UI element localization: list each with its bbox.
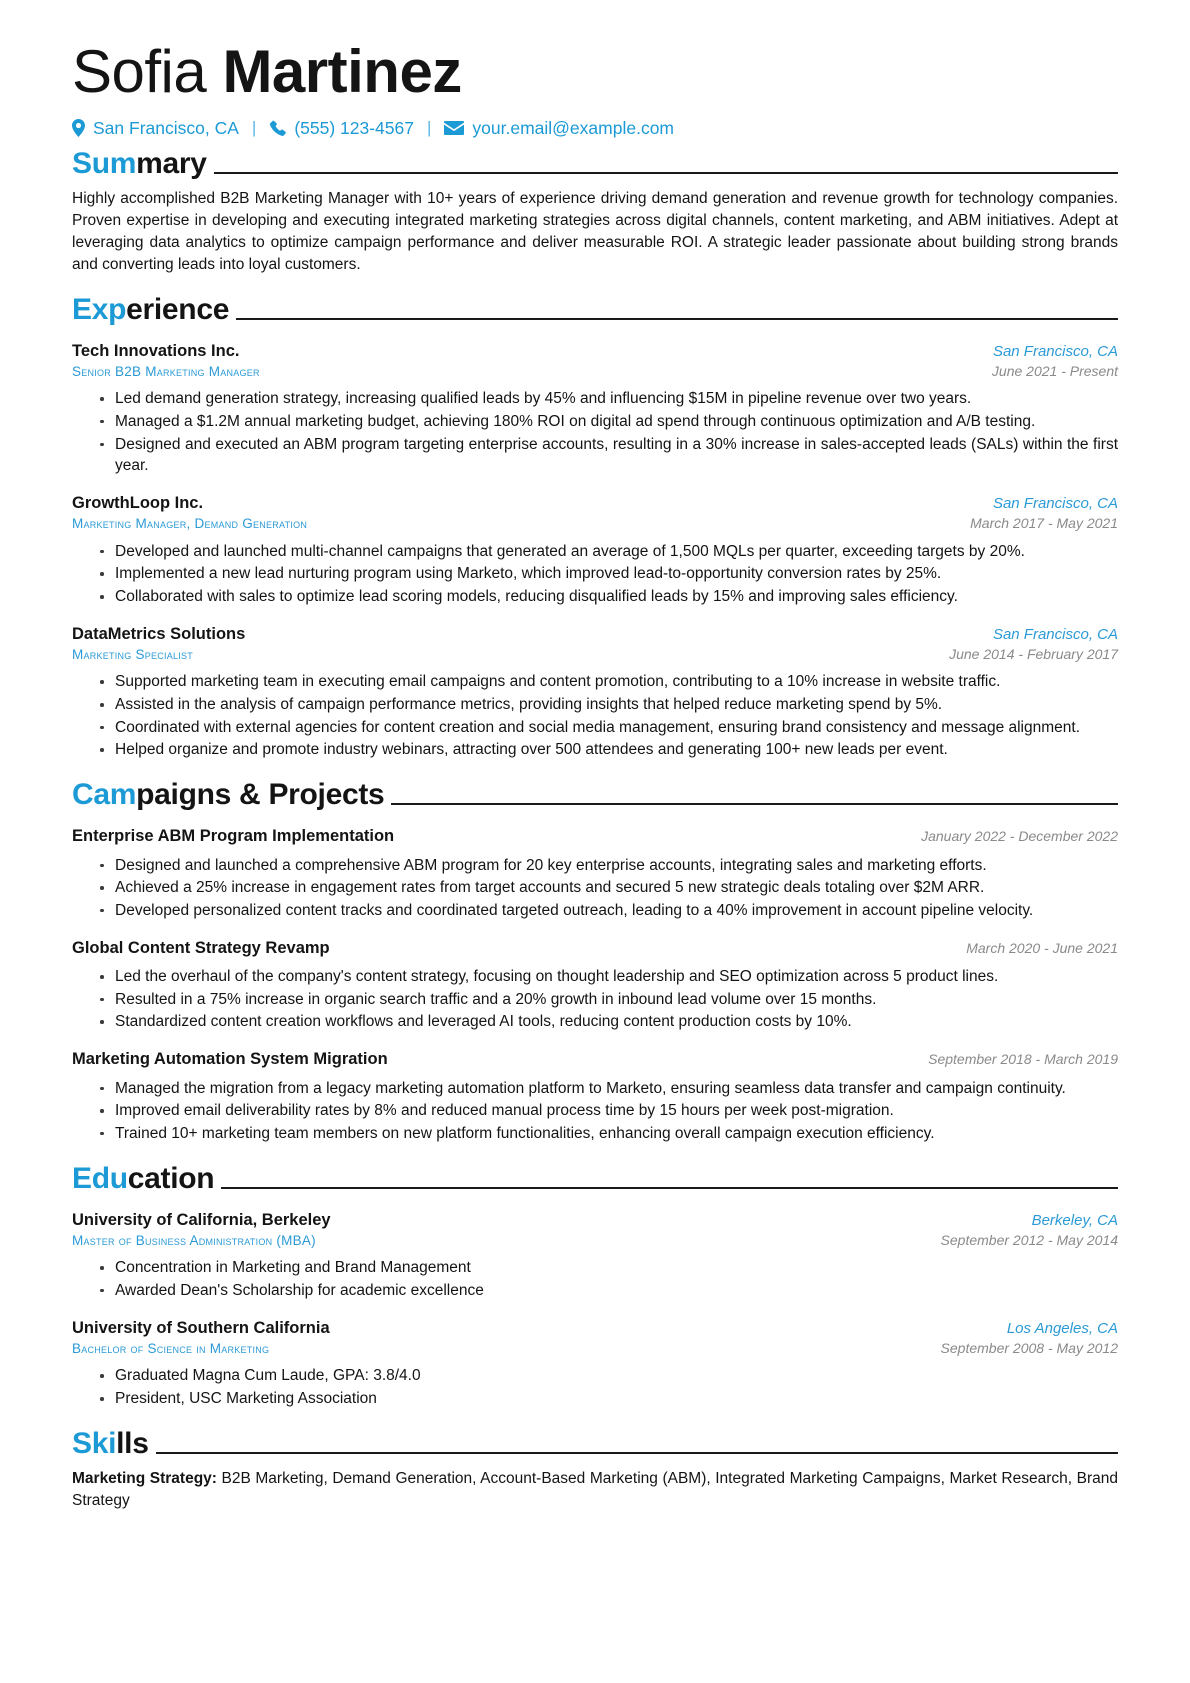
entry-subheader-row bbox=[72, 515, 1118, 533]
skill-category: Marketing Strategy: bbox=[72, 1469, 217, 1487]
bullet-item: Led demand generation strategy, increasing qualified leads by 45% and influencing $15M in pipeline revenue over two years. bbox=[98, 388, 1118, 410]
section-heading-education bbox=[72, 1161, 1118, 1195]
experience-entry bbox=[72, 341, 1118, 477]
school-name: University of California, Berkeley bbox=[72, 1210, 331, 1229]
entry-header-row bbox=[72, 341, 1118, 362]
degree-name: Master of Business Administration (MBA) bbox=[72, 1233, 316, 1249]
first-name: Sofia bbox=[72, 38, 207, 105]
school-location: Los Angeles, CA bbox=[1006, 1319, 1118, 1337]
project-bullets bbox=[72, 1078, 1118, 1145]
section-experience bbox=[72, 292, 1118, 762]
entry-organization: GrowthLoop Inc. bbox=[72, 494, 204, 512]
project-header-row bbox=[72, 826, 1118, 847]
bullet-item: Improved email deliverability rates by 8% and reduced manual process time by 15 hours per week post-migration. bbox=[98, 1100, 1118, 1122]
section-title-highlight: Cam bbox=[72, 778, 137, 812]
last-name: Martinez bbox=[222, 38, 462, 105]
entry-header-row bbox=[72, 1210, 1118, 1231]
section-rule bbox=[214, 172, 1118, 174]
education-bullets bbox=[72, 1257, 1118, 1301]
section-summary bbox=[72, 146, 1118, 276]
contact-separator-2: | bbox=[426, 117, 432, 137]
bullet-item: Achieved a 25% increase in engagement rates from target accounts and secured 5 new strategic deals totaling over $2M ARR. bbox=[98, 877, 1118, 899]
bullet-item: Trained 10+ marketing team members on new platform functionalities, enhancing overall campaign execution efficiency. bbox=[98, 1123, 1118, 1145]
section-rule bbox=[221, 1187, 1118, 1189]
degree-name: Bachelor of Science in Marketing bbox=[72, 1341, 270, 1357]
section-title-rest: paigns & Projects bbox=[136, 778, 385, 812]
entry-organization: DataMetrics Solutions bbox=[72, 624, 246, 643]
bullet-item: Supported marketing team in executing email campaigns and content promotion, contributing to a 10% increase in website traffic. bbox=[98, 671, 1118, 693]
section-heading-campaigns bbox=[72, 780, 1118, 810]
entry-bullets bbox=[72, 541, 1118, 608]
bullet-item: Collaborated with sales to optimize lead scoring models, reducing disqualified leads by 15% and improving sales efficiency. bbox=[98, 586, 1118, 608]
section-campaigns-projects bbox=[72, 780, 1118, 1145]
section-heading-experience bbox=[72, 292, 1118, 326]
bullet-item: Resulted in a 75% increase in organic search traffic and a 20% growth in inbound lead volume over 15 months. bbox=[98, 989, 1118, 1011]
entry-dates: March 2017 - May 2021 bbox=[970, 515, 1118, 532]
entry-role: Marketing Manager, Demand Generation bbox=[72, 516, 308, 532]
bullet-item: Implemented a new lead nurturing program using Marketo, which improved lead-to-opportunity conversion rates by 25%. bbox=[98, 563, 1118, 585]
section-title-summary bbox=[72, 146, 207, 180]
section-heading-skills bbox=[72, 1426, 1118, 1460]
section-title-highlight: Sum bbox=[72, 146, 137, 180]
section-title-education bbox=[72, 1161, 215, 1195]
bullet-item: Designed and launched a comprehensive ABM program for 20 key enterprise accounts, integrating sales and marketing efforts. bbox=[98, 855, 1118, 877]
section-education bbox=[72, 1161, 1118, 1410]
education-entry bbox=[72, 1210, 1118, 1302]
entry-subheader-row bbox=[72, 363, 1118, 381]
section-title-rest: mary bbox=[136, 146, 207, 180]
location-pin-icon bbox=[72, 119, 85, 137]
education-entry bbox=[72, 1318, 1118, 1410]
project-name: Enterprise ABM Program Implementation bbox=[72, 827, 395, 846]
bullet-item: Managed a $1.2M annual marketing budget, achieving 180% ROI on digital ad spend through continuous optimization and A/B testing. bbox=[98, 411, 1118, 433]
entry-header-row bbox=[72, 624, 1118, 645]
experience-entry bbox=[72, 493, 1118, 608]
entry-location: San Francisco, CA bbox=[992, 495, 1118, 512]
section-title-rest: lls bbox=[116, 1426, 149, 1460]
section-rule bbox=[236, 318, 1118, 320]
entry-dates: September 2008 - May 2012 bbox=[940, 1340, 1118, 1357]
section-title-campaigns bbox=[72, 780, 384, 810]
project-header-row bbox=[72, 938, 1118, 959]
section-title-highlight: Edu bbox=[72, 1161, 128, 1195]
project-name: Global Content Strategy Revamp bbox=[72, 938, 330, 957]
project-name: Marketing Automation System Migration bbox=[72, 1050, 388, 1069]
bullet-item: Developed and launched multi-channel campaigns that generated an average of 1,500 MQLs per quarter, exceeding targets by 20%. bbox=[98, 541, 1118, 563]
bullet-item: Assisted in the analysis of campaign performance metrics, providing insights that helped reduce marketing spend by 5%. bbox=[98, 694, 1118, 716]
resume-header bbox=[72, 40, 1118, 139]
phone-icon bbox=[269, 120, 286, 137]
bullet-item: Awarded Dean's Scholarship for academic excellence bbox=[98, 1280, 1118, 1302]
entry-dates: June 2014 - February 2017 bbox=[949, 646, 1118, 663]
bullet-item: Designed and executed an ABM program targeting enterprise accounts, resulting in a 30% increase in sales-accepted leads (SALs) within the first year. bbox=[98, 434, 1118, 477]
section-rule bbox=[156, 1452, 1118, 1454]
project-entry bbox=[72, 938, 1118, 1034]
entry-location: San Francisco, CA bbox=[992, 625, 1118, 643]
contact-location[interactable] bbox=[72, 118, 239, 139]
section-title-skills bbox=[72, 1426, 149, 1460]
contact-email[interactable] bbox=[444, 118, 674, 139]
bullet-item: Coordinated with external agencies for content creation and social media management, ensuring brand consistency and message alignment. bbox=[98, 717, 1118, 739]
project-dates: January 2022 - December 2022 bbox=[921, 828, 1118, 845]
experience-entry bbox=[72, 624, 1118, 761]
bullet-item: President, USC Marketing Association bbox=[98, 1388, 1118, 1410]
bullet-item: Led the overhaul of the company's content strategy, focusing on thought leadership and SEO optimization across 5 product lines. bbox=[98, 966, 1118, 988]
bullet-item: Graduated Magna Cum Laude, GPA: 3.8/4.0 bbox=[98, 1365, 1118, 1387]
contact-phone-text: (555) 123-4567 bbox=[294, 117, 414, 138]
entry-dates: June 2021 - Present bbox=[991, 363, 1118, 380]
entry-header-row bbox=[72, 493, 1118, 514]
project-header-row bbox=[72, 1049, 1118, 1070]
contact-email-text: your.email@example.com bbox=[472, 117, 674, 138]
section-skills bbox=[72, 1426, 1118, 1512]
entry-header-row bbox=[72, 1318, 1118, 1339]
section-title-highlight: Ski bbox=[72, 1426, 117, 1460]
skill-group bbox=[72, 1468, 1118, 1512]
entry-bullets bbox=[72, 671, 1118, 761]
envelope-icon bbox=[444, 121, 464, 135]
entry-role: Marketing Specialist bbox=[72, 647, 194, 663]
skill-items: B2B Marketing, Demand Generation, Account-Based Marketing (ABM), Integrated Marketing Campaigns, Market Research, Brand Strategy bbox=[72, 1469, 1118, 1509]
section-title-rest: cation bbox=[127, 1161, 215, 1195]
school-name: University of Southern California bbox=[72, 1318, 330, 1337]
entry-subheader-row bbox=[72, 1232, 1118, 1250]
project-dates: March 2020 - June 2021 bbox=[966, 939, 1118, 956]
education-bullets bbox=[72, 1365, 1118, 1409]
entry-role: Senior B2B Marketing Manager bbox=[72, 364, 260, 380]
entry-bullets bbox=[72, 388, 1118, 477]
contact-bar bbox=[72, 118, 1118, 139]
project-entry bbox=[72, 1049, 1118, 1145]
entry-location: San Francisco, CA bbox=[992, 342, 1118, 360]
contact-separator-1: | bbox=[251, 117, 257, 137]
bullet-item: Concentration in Marketing and Brand Management bbox=[98, 1257, 1118, 1279]
entry-subheader-row bbox=[72, 1340, 1118, 1358]
bullet-item: Standardized content creation workflows and leveraged AI tools, reducing content production costs by 10%. bbox=[98, 1011, 1118, 1033]
project-bullets bbox=[72, 855, 1118, 922]
bullet-item: Developed personalized content tracks and coordinated targeted outreach, leading to a 40% improvement in account pipeline velocity. bbox=[98, 900, 1118, 922]
candidate-name bbox=[72, 40, 1118, 104]
section-title-rest: erience bbox=[126, 292, 230, 326]
section-title-experience bbox=[72, 292, 230, 326]
school-location: Berkeley, CA bbox=[1031, 1211, 1118, 1229]
entry-subheader-row bbox=[72, 646, 1118, 664]
entry-organization: Tech Innovations Inc. bbox=[72, 341, 240, 360]
bullet-item: Managed the migration from a legacy marketing automation platform to Marketo, ensuring seamless data transfer and campaign continuity. bbox=[98, 1078, 1118, 1100]
section-rule bbox=[391, 803, 1118, 805]
contact-location-text: San Francisco, CA bbox=[93, 117, 239, 138]
bullet-item: Helped organize and promote industry webinars, attracting over 500 attendees and generating 100+ new leads per event. bbox=[98, 739, 1118, 761]
contact-phone[interactable] bbox=[269, 118, 414, 139]
summary-text: Highly accomplished B2B Marketing Manager with 10+ years of experience driving demand generation and revenue growth for technology companies. Proven expertise in developing and executing integrated marketing strategies across digital channels, content marketing, and ABM initiatives. Adept at leveraging data analytics to optimize campaign performance and deliver measurable ROI. A strategic leader passionate about building strong brands and converting leads into loyal customers. bbox=[72, 189, 1118, 273]
project-dates: September 2018 - March 2019 bbox=[928, 1051, 1118, 1068]
entry-dates: September 2012 - May 2014 bbox=[940, 1232, 1118, 1249]
section-heading-summary bbox=[72, 146, 1118, 180]
project-bullets bbox=[72, 966, 1118, 1033]
project-entry bbox=[72, 826, 1118, 922]
section-title-highlight: Exp bbox=[72, 292, 127, 326]
